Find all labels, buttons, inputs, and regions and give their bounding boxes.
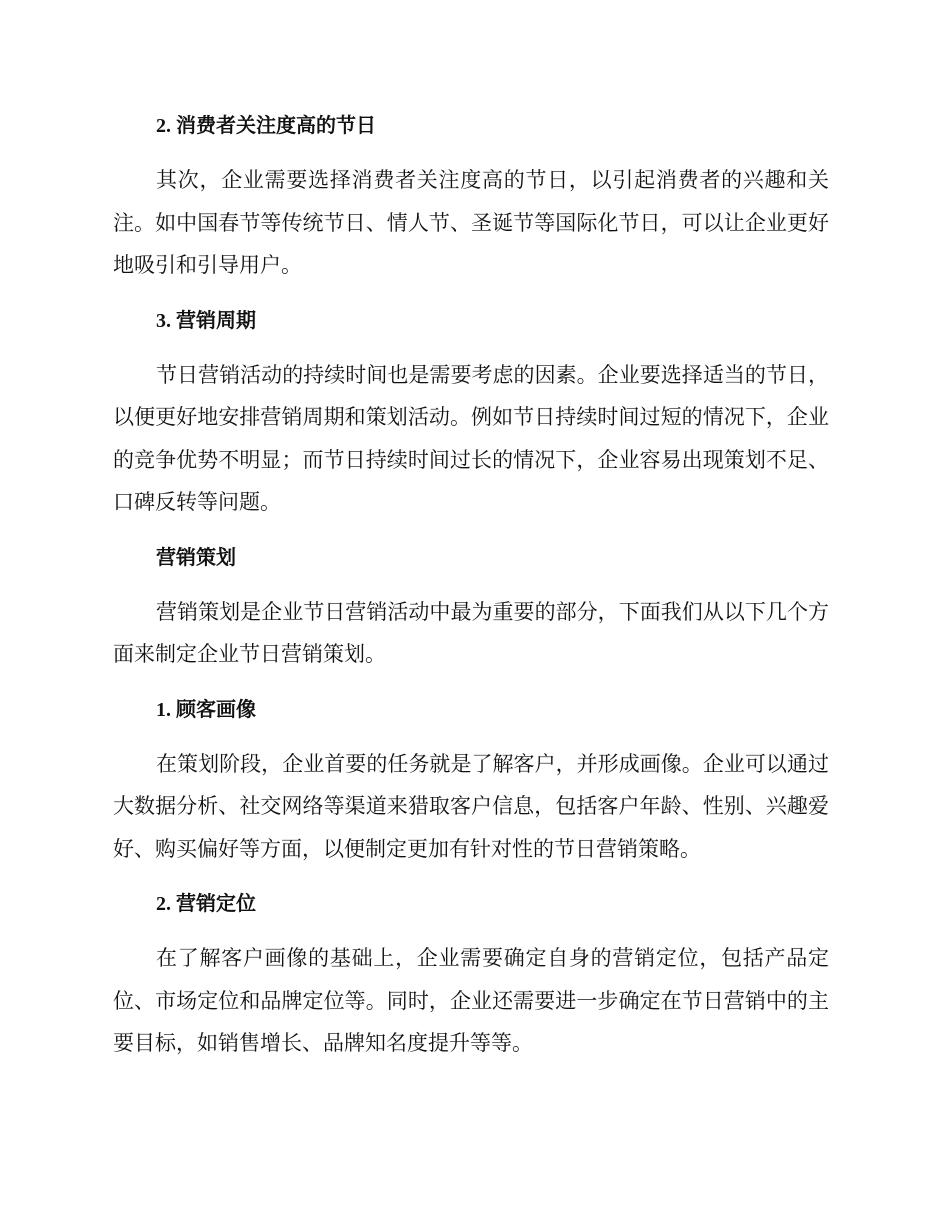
section-heading-consumer-attention: 2. 消费者关注度高的节日 (156, 115, 376, 137)
section-paragraph-consumer-attention: 其次，企业需要选择消费者关注度高的节日，以引起消费者的兴趣和关注。如中国春节等传统节日、情人节、圣诞节等国际化节日，可以让企业更好地吸引和引导用户。 (113, 168, 829, 277)
section-heading-customer-profile: 1. 顾客画像 (156, 698, 256, 721)
section-heading-marketing-cycle: 3. 营销周期 (156, 309, 256, 332)
section-paragraph-marketing-planning: 营销策划是企业节日营销活动中最为重要的部分，下面我们从以下几个方面来制定企业节日营销策划。 (113, 599, 829, 666)
section-paragraph-marketing-positioning: 在了解客户画像的基础上，企业需要确定自身的营销定位，包括产品定位、市场定位和品牌定位等。同时，企业还需要进一步确定在节日营销中的主要目标，如销售增长、品牌知名度提升等等。 (113, 946, 829, 1055)
section-heading-marketing-positioning: 2. 营销定位 (156, 893, 256, 915)
section-heading-marketing-planning: 营销策划 (156, 546, 236, 569)
section-paragraph-customer-profile: 在策划阶段，企业首要的任务就是了解客户，并形成画像。企业可以通过大数据分析、社交网络等渠道来猎取客户信息，包括客户年龄、性别、兴趣爱好、购买偏好等方面，以便制定更加有针对性的节日营销策略。 (113, 751, 829, 861)
document-body (113, 104, 829, 1065)
section-paragraph-marketing-cycle: 节日营销活动的持续时间也是需要考虑的因素。企业要选择适当的节日，以便更好地安排营销周期和策划活动。例如节日持续时间过短的情况下，企业的竞争优势不明显；而节日持续时间过长的情况下，企业容易出现策划不足、口碑反转等问题。 (113, 362, 829, 514)
